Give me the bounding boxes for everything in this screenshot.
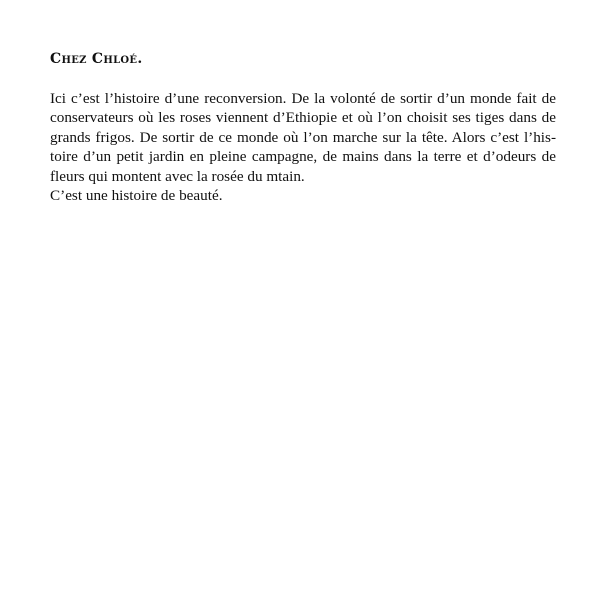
paragraph-line: conservateurs où les roses viennent d’Ethiopie et où l’on choisit ses tiges dans de — [50, 109, 556, 127]
document-title: Chez Chloé. — [50, 51, 143, 67]
paragraph-line: fleurs qui montent avec la rosée du mtain. — [50, 167, 305, 185]
body-paragraph — [50, 89, 556, 205]
paragraph-line: Ici c’est l’histoire d’une reconversion. De la volonté de sortir d’un monde fait de — [50, 90, 556, 107]
paragraph-line: C’est une histoire de beauté. — [50, 187, 223, 205]
paragraph-line: toire d’un petit jardin en pleine campagne, de mains dans la terre et d’odeurs de — [50, 148, 556, 166]
paragraph-line: grands frigos. De sortir de ce monde où l’on marche sur la tête. Alors c’est l’his- — [50, 128, 556, 146]
